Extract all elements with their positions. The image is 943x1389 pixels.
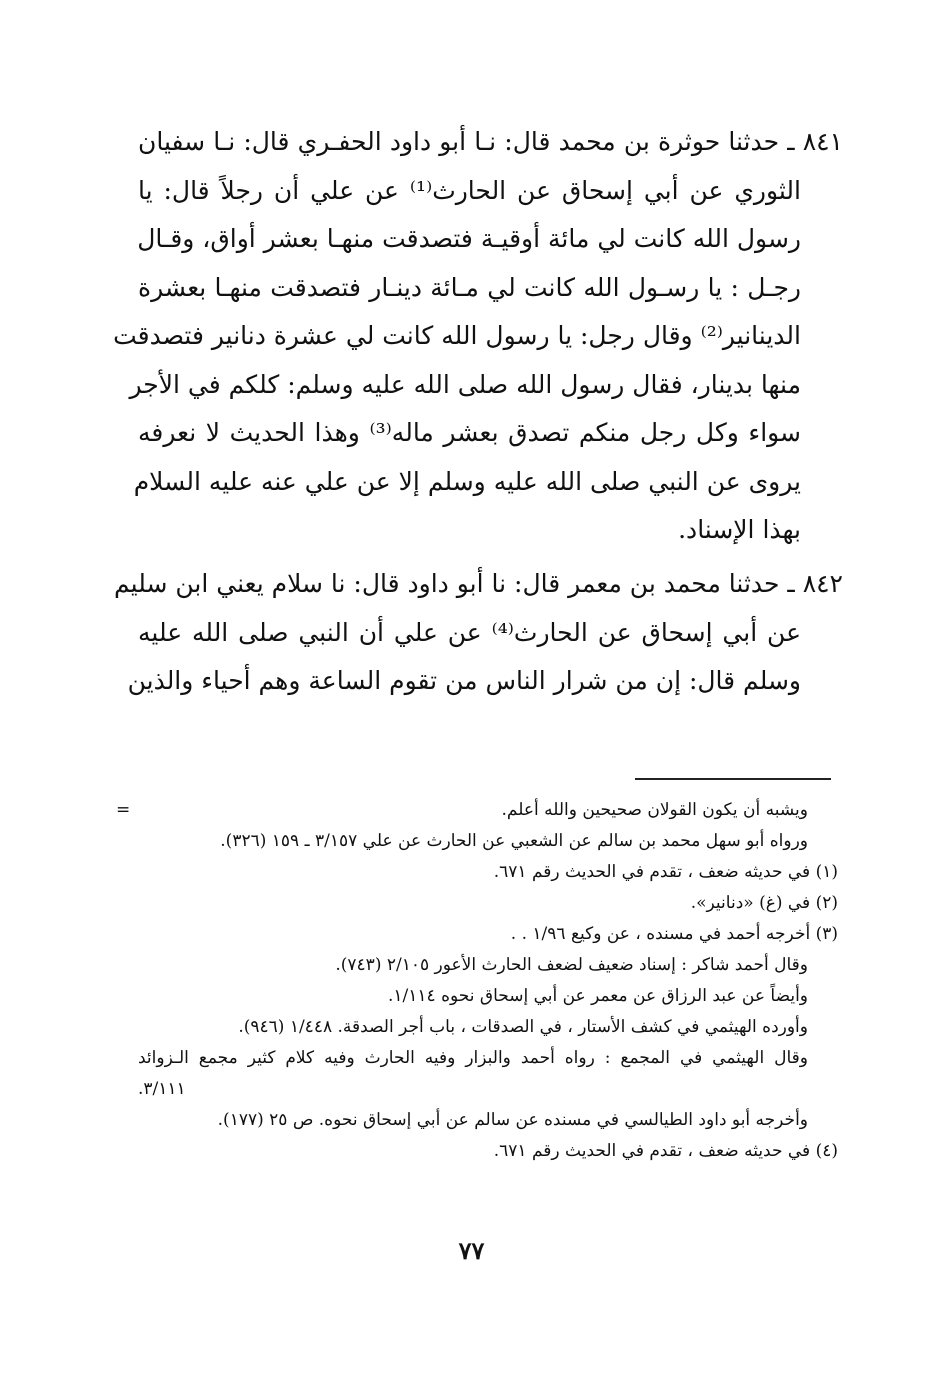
- hadith-841: [113, 118, 843, 555]
- hadith-841-line: رسول الله كانت لي مائة أوقيـة فتصدقت منهـا بعشر أواق، وقـال: [137, 224, 801, 253]
- footnote-line: [116, 795, 838, 826]
- footnote-line: وقال أحمد شاكر : إسناد ضعيف لضعف الحارث الأعور ٢/١٠٥ (٧٤٣).: [335, 955, 808, 975]
- hadith-842: [114, 560, 843, 706]
- hadith-841-line: الثوري عن أبي إسحاق عن الحارث⁽¹⁾ عن علي أن رجلاً قال: يا: [138, 175, 801, 205]
- footnote-4: (٤) في حديثه ضعف ، تقدم في الحديث رقم ٦٧١.: [493, 1141, 838, 1161]
- footnote-line: وأخرجه أبو داود الطيالسي في مسنده عن سالم عن أبي إسحاق نحوه. ص ٢٥ (١٧٧).: [217, 1110, 808, 1130]
- hadith-841-line: سواء وكل رجل منكم تصدق بعشر ماله⁽³⁾ وهذا الحديث لا نعرفه: [138, 418, 801, 447]
- footnote-line: وأورده الهيثمي في كشف الأستار ، في الصدقات ، باب أجر الصدقة. ١/٤٤٨ (٩٤٦).: [238, 1017, 808, 1037]
- hadith-841-line: منها بدينار، فقال رسول الله صلى الله عليه وسلم: كلكم في الأجر: [129, 369, 801, 399]
- page-number: ٧٧: [458, 1236, 485, 1265]
- hadith-841-line: ٨٤١ ـ حدثنا حوثرة بن محمد قال: نـا أبو داود الحفـري قال: نـا سفيان: [138, 127, 843, 156]
- footnote-line: وأيضاً عن عبد الرزاق عن معمر عن أبي إسحاق نحوه ١/١١٤.: [388, 986, 808, 1006]
- footnotes: [116, 795, 838, 1167]
- footnote-2: (٢) في (غ) «دنانير».: [690, 893, 838, 913]
- footnote-separator: [635, 778, 831, 780]
- footnote-3: (٣) أخرجه أحمد في مسنده ، عن وكيع ١/٩٦ . .: [510, 924, 838, 944]
- hadith-841-line: يروى عن النبي صلى الله عليه وسلم إلا عن علي عنه عليه السلام: [133, 466, 801, 496]
- hadith-842-line: عن أبي إسحاق عن الحارث⁽⁴⁾ عن علي أن النبي صلى الله عليه: [138, 617, 801, 647]
- hadith-842-line: وسلم قال: إن من شرار الناس من تقوم الساعة وهم أحياء والذين: [127, 666, 801, 695]
- footnote-text: ويشبه أن يكون القولان صحيحين والله أعلم.: [501, 800, 808, 820]
- hadith-842-line: ٨٤٢ ـ حدثنا محمد بن معمر قال: نا أبو داود قال: نا سلام يعني ابن سليم: [114, 569, 843, 598]
- hadith-841-line: الدينانير⁽²⁾ وقال رجل: يا رسول الله كانت لي عشرة دنانير فتصدقت: [113, 321, 801, 350]
- footnote-line: ٣/١١١.: [138, 1079, 186, 1099]
- footnote-1: (١) في حديثه ضعف ، تقدم في الحديث رقم ٦٧١.: [493, 862, 838, 882]
- continuation-marker: =: [116, 800, 131, 820]
- hadith-841-line: بهذا الإسناد.: [678, 515, 801, 544]
- footnote-line: ورواه أبو سهل محمد بن سالم عن الشعبي عن الحارث عن علي ٣/١٥٧ ـ ١٥٩ (٣٢٦).: [220, 831, 808, 851]
- footnote-line: وقال الهيثمي في المجمع : رواه أحمد والبزار وفيه الحارث وفيه كلام كثير مجمع الـزوائد: [138, 1048, 808, 1068]
- hadith-841-line: رجـل : يا رسـول الله كانت لي مـائة دينـار فتصدقت منهـا بعشرة: [138, 272, 801, 302]
